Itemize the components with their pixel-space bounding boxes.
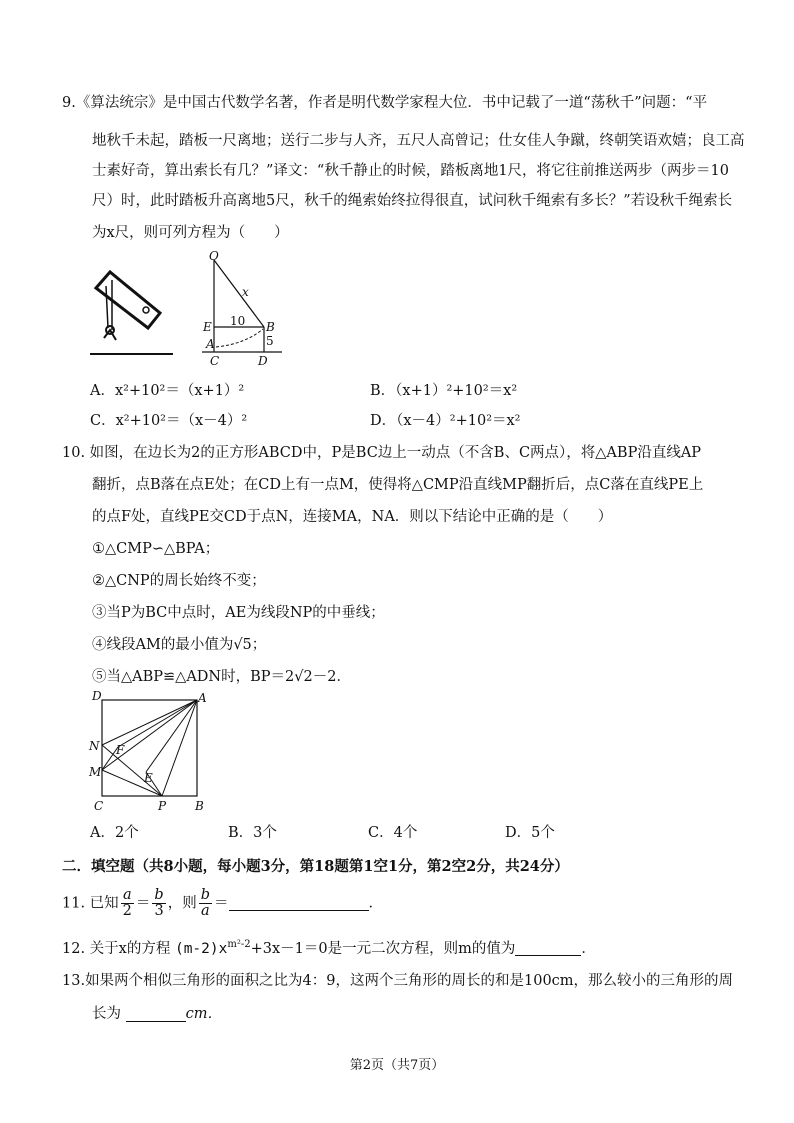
q9-line-5: 为x尺，则可列方程为（ ） [92,225,289,241]
q10-line-3: 的点F处，直线PE交CD于点N，连接MA，NA．则以下结论中正确的是（ ） [92,509,613,525]
q9-label-x: x [242,285,249,299]
q10-line-2: 翻折，点B落在点E处；在CD上有一点M，使得将△CMP沿直线MP翻折后，点C落在直线PE上 [92,477,704,493]
q9-label-10: 10 [230,314,246,328]
q13-line-2: 长为 cm． [92,1006,222,1022]
q9-label-D: D [258,354,268,368]
q11-number: 11. [62,895,86,912]
q10-statement-3: ③当P为BC中点时，AE为线段NP的中垂线； [92,605,385,621]
q9-option-d[interactable]: D．（x－4）²+10²＝x² [370,413,521,429]
q13-number: 13. [62,973,86,989]
q10-label-C: C [94,799,104,813]
q9-label-5: 5 [266,334,274,348]
q10-square-figure [88,690,218,815]
q11-answer-blank[interactable] [229,896,369,911]
q10-statement-1: ①△CMP∽△BPA； [92,541,220,557]
q9-geometry-figure [200,249,290,368]
q9-option-a[interactable]: A．x²+10²＝（x+1）² [90,383,245,399]
q9-label-E: E [203,320,212,334]
q10-line-1: 10. 如图，在边长为2的正方形ABCD中，P是BC边上一动点（不含B、C两点），将△ABP沿直线AP [62,445,702,461]
q10-statement-2: ②△CNP的周长始终不变； [92,573,266,589]
q9-option-c[interactable]: C．x²+10²＝（x－4）² [90,413,248,429]
q9-label-A: A [206,337,215,351]
q10-option-d[interactable]: D．5个 [505,825,555,841]
q9-line-4: 尺）时，此时踏板升高离地5尺，秋千的绳索始终拉得很直，试问秋千绳索有多长？”若设秋千绳索长 [92,193,733,209]
q9-option-b[interactable]: B．（x+1）²+10²＝x² [370,383,518,399]
q9-number: 9. [62,95,76,111]
q12-number: 12. [62,940,86,957]
q10-option-a[interactable]: A．2个 [90,825,139,841]
q10-label-N: N [89,739,100,753]
q11-fraction-a-2: $\frac{a}{2}$ [122,887,132,919]
q10-label-D: D [92,689,102,703]
q9-label-B: B [266,320,275,334]
q9-swing-illustration [88,258,178,358]
q13-answer-blank[interactable] [126,1007,186,1022]
q10-label-M: M [89,765,102,779]
q10-label-B: B [195,799,204,813]
q10-number: 10. [62,445,86,461]
q12-answer-blank[interactable] [515,941,581,956]
page-footer: 第2页（共7页） [349,1058,445,1073]
q10-label-F: F [116,743,125,757]
q9-line-2: 地秋千未起，踏板一尺离地；送行二步与人齐，五尺人高曾记；仕女佳人争蹴，终朝笑语欢嬉；良工高 [92,133,745,149]
q10-statement-4: ④线段AM的最小值为√5； [92,637,267,653]
q9-label-O: O [209,249,219,263]
q10-label-A: A [198,691,207,705]
q9-line-1: 9.《算法统宗》是中国古代数学名著，作者是明代数学家程大位．书中记载了一道“荡秋千”问题：“平 [62,95,708,111]
q11-fraction-b-3: $\frac{b}{3}$ [154,887,164,919]
q10-label-E: E [144,771,153,785]
q11-line: 11. 已知 $\frac{a}{2}$ ＝ $\frac{b}{3}$ ，则 $\frac{b}{a}$ ＝ ． [62,887,383,919]
section-fill-in-heading: 二．填空题（共8小题，每小题3分，第18题第1空1分，第2空2分，共24分） [62,858,569,875]
q9-line-3: 士素好奇，算出索长有几？”译文：“秋千静止的时候，踏板离地1尺，将它往前推送两步（两步＝10 [92,163,729,179]
q12-line: 12. 关于x的方程 $(m-2)x^{m^2-2}+3x-1=0$是一元二次方程，则m的值为 ． [62,939,596,957]
q13-line-1: 13.如果两个相似三角形的面积之比为4：9，这两个三角形的周长的和是100cm，那么较小的三角形的周 [62,973,734,989]
q10-label-P: P [158,799,167,813]
q10-option-c[interactable]: C．4个 [368,825,418,841]
q10-option-b[interactable]: B．3个 [228,825,277,841]
q11-fraction-b-a: $\frac{b}{a}$ [200,887,210,919]
q10-statement-5: ⑤当△ABP≌△ADN时，BP＝2√2－2． [92,669,351,685]
q9-label-C: C [210,354,220,368]
